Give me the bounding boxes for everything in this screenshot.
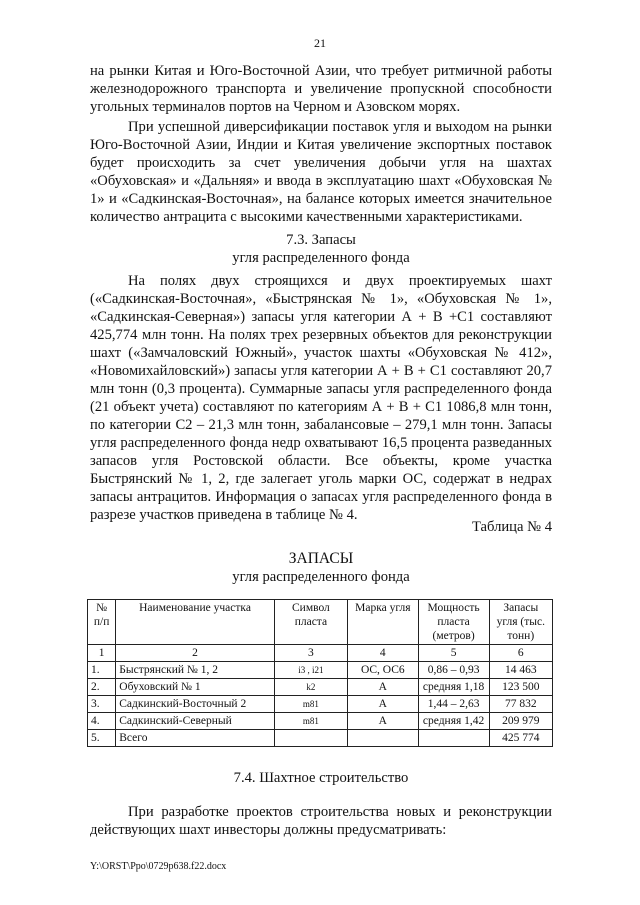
seam-thickness: 0,86 – 0,93 xyxy=(418,662,489,679)
coal-grade: А xyxy=(348,713,419,730)
coal-grade xyxy=(348,730,419,747)
table-title-sub: угля распределенного фонда xyxy=(232,569,410,585)
seam-thickness xyxy=(418,730,489,747)
coal-reserves: 209 979 xyxy=(489,713,552,730)
site-name: Садкинский-Восточный 2 xyxy=(116,696,275,713)
seam-thickness: 1,44 – 2,63 xyxy=(418,696,489,713)
site-name: Обуховский № 1 xyxy=(116,679,275,696)
paragraph-export xyxy=(90,118,552,226)
column-number: 1 xyxy=(88,645,116,662)
paragraph-text: На полях двух строящихся и двух проектируемых шахт («Садкинская-Восточная», «Быстрянская № 1», «Обуховская № 1», «Садкинская-Северная») запасы угля категории А + В +С1 составляют 425,774 млн тонн. На полях трех резервных объектов для реконструкции шахт («Замчаловский Южный», участок шахты «Обуховская № 412», «Новомихайловский») запасы угля категории А + В + С1 составляют 20,7 млн тонн (0,3 процента). Суммарные запасы угля распределенного фонда (21 объект учета) составляют по категориям А + В + С1 1086,8 млн тонн, по категории С2 – 21,3 млн тонн, забалансовые – 279,1 млн тонн. Запасы угля распределенного фонда недр охватывают 16,5 процента разведанных запасов угля Ростовской области. Все объекты, кроме участка Быстрянский № 1, 2, где залегает уголь марки ОС, содержат в недрах запасы антрацитов. Информация о запасах угля распределенного фонда в разрезе участков приведена в таблице № 4. xyxy=(90,273,552,523)
table-row xyxy=(88,696,553,713)
paragraph-text: При разработке проектов строительства новых и реконструкции действующих шахт инвесторы должны предусматривать: xyxy=(90,804,552,838)
seam-symbol: m81 xyxy=(274,696,347,713)
row-number: 2. xyxy=(88,679,116,696)
table-total-row xyxy=(88,730,553,747)
coal-reserves: 123 500 xyxy=(489,679,552,696)
seam-thickness: средняя 1,42 xyxy=(418,713,489,730)
seam-symbol: i3 , i21 xyxy=(274,662,347,679)
coal-reserves: 77 832 xyxy=(489,696,552,713)
coal-grade: ОС, ОС6 xyxy=(348,662,419,679)
row-number: 1. xyxy=(88,662,116,679)
row-number: 5. xyxy=(88,730,116,747)
coal-reserves: 14 463 xyxy=(489,662,552,679)
column-number: 5 xyxy=(418,645,489,662)
row-number: 3. xyxy=(88,696,116,713)
footer-file-path: Y:\ORST\Ppo\0729p638.f22.docx xyxy=(90,861,227,872)
coal-grade: А xyxy=(348,679,419,696)
header-cell: Символ пласта xyxy=(274,600,347,645)
table-title-main: ЗАПАСЫ xyxy=(288,550,354,567)
seam-symbol: k2 xyxy=(274,679,347,696)
section-7-4-heading xyxy=(90,769,552,787)
section-title: 7.3. Запасы xyxy=(286,232,356,248)
section-subtitle: угля распределенного фонда xyxy=(232,250,410,266)
paragraph-continuation xyxy=(90,62,552,116)
coal-grade: А xyxy=(348,696,419,713)
row-number: 4. xyxy=(88,713,116,730)
reserves-table xyxy=(87,599,553,747)
table-header-row xyxy=(88,600,553,645)
table-row xyxy=(88,662,553,679)
table-row xyxy=(88,679,553,696)
paragraph-reserves xyxy=(90,272,552,524)
seam-symbol xyxy=(274,730,347,747)
page-number: 21 xyxy=(314,36,326,50)
table-column-number-row xyxy=(88,645,553,662)
section-7-3-heading xyxy=(90,231,552,267)
seam-symbol: m81 xyxy=(274,713,347,730)
header-cell: Марка угля xyxy=(348,600,419,645)
table-title xyxy=(90,549,552,586)
section-title: 7.4. Шахтное строительство xyxy=(233,770,409,786)
header-cell: № п/п xyxy=(88,600,116,645)
header-cell: Наименование участка xyxy=(116,600,275,645)
paragraph-text: на рынки Китая и Юго-Восточной Азии, что требует ритмичной работы железнодорожного транспорта и увеличение пропускной способности угольных терминалов портов на Черном и Азовском морях. xyxy=(90,63,552,115)
site-name: Садкинский-Северный xyxy=(116,713,275,730)
column-number: 3 xyxy=(274,645,347,662)
table-row xyxy=(88,713,553,730)
column-number: 2 xyxy=(116,645,275,662)
header-cell: Запасы угля (тыс. тонн) xyxy=(489,600,552,645)
paragraph-text: При успешной диверсификации поставок угля и выходом на рынки Юго-Восточной Азии, Индии и Китая увеличение экспортных поставок будет происходить за счет увеличения добычи угля на шахтах «Обуховская» и «Дальняя» и ввода в эксплуатацию шахт «Обуховская № 1» и «Садкинская-Восточная», на балансе которых имеется значительное количество антрацита с высокими качественными характеристиками. xyxy=(90,119,552,225)
coal-reserves: 425 774 xyxy=(489,730,552,747)
column-number: 4 xyxy=(348,645,419,662)
seam-thickness: средняя 1,18 xyxy=(418,679,489,696)
table-caption: Таблица № 4 xyxy=(472,519,552,535)
site-name: Быстрянский № 1, 2 xyxy=(116,662,275,679)
site-name: Всего xyxy=(116,730,275,747)
paragraph-mine-construction xyxy=(90,803,552,839)
column-number: 6 xyxy=(489,645,552,662)
header-cell: Мощность пласта (метров) xyxy=(418,600,489,645)
